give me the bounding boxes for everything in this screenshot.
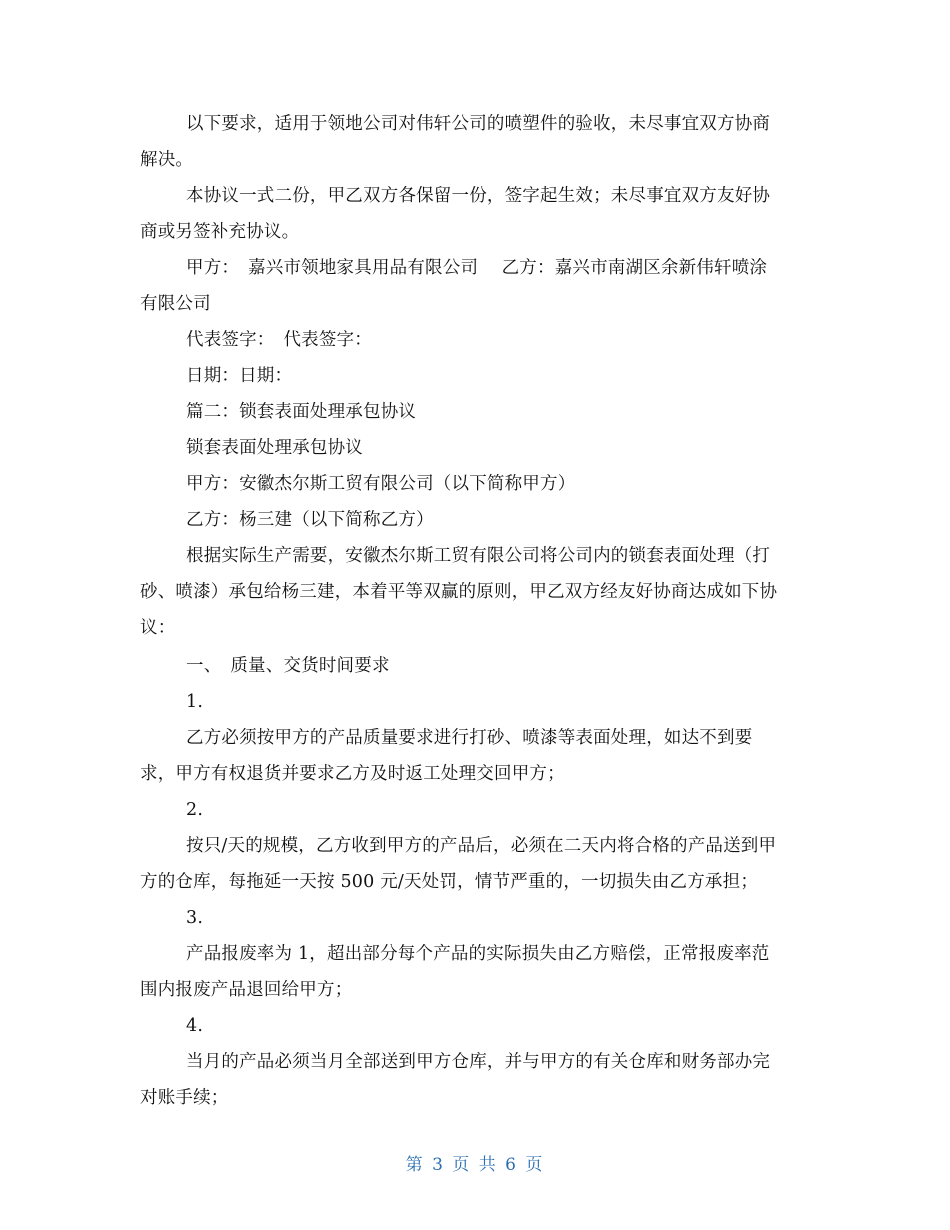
item-number: 2. xyxy=(186,800,204,820)
item-number: 3. xyxy=(186,908,204,928)
text-line: 乙方：杨三建（以下简称乙方） xyxy=(186,510,434,530)
text-line: 对账手续； xyxy=(140,1088,229,1108)
text-line: 代表签字： 代表签字： xyxy=(186,330,372,350)
section-heading: 一、 质量、交货时间要求 xyxy=(186,656,390,676)
text-line: 按只/天的规模，乙方收到甲方的产品后，必须在二天内将合格的产品送到甲 xyxy=(186,836,777,856)
text-line: 求，甲方有权退货并要求乙方及时返工处理交回甲方； xyxy=(140,764,565,784)
text-line: 本协议一式二份，甲乙双方各保留一份，签字起生效；未尽事宜双方友好协 xyxy=(186,186,771,206)
text-line: 围内报废产品退回给甲方； xyxy=(140,980,353,1000)
text-line: 日期：日期： xyxy=(186,366,293,386)
text-line: 砂、喷漆）承包给杨三建，本着平等双赢的原则，甲乙双方经友好协商达成如下协 xyxy=(140,582,778,602)
page-number: 第 3 页 共 6 页 xyxy=(405,1155,545,1175)
text-line: 根据实际生产需要，安徽杰尔斯工贸有限公司将公司内的锁套表面处理（打 xyxy=(186,546,771,566)
document-title: 锁套表面处理承包协议 xyxy=(186,438,363,458)
text-line: 方的仓库，每拖延一天按 500 元/天处罚，情节严重的，一切损失由乙方承担； xyxy=(140,872,759,892)
item-number: 1. xyxy=(186,692,204,712)
text-line: 乙方必须按甲方的产品质量要求进行打砂、喷漆等表面处理，如达不到要 xyxy=(186,728,753,748)
text-line: 以下要求，适用于领地公司对伟轩公司的喷塑件的验收，未尽事宜双方协商 xyxy=(186,114,771,134)
text-line: 甲方： 嘉兴市领地家具用品有限公司 乙方：嘉兴市南湖区余新伟轩喷涂 xyxy=(186,258,768,278)
text-line: 商或另签补充协议。 xyxy=(140,222,300,242)
section-heading: 篇二：锁套表面处理承包协议 xyxy=(186,402,417,422)
text-line: 有限公司 xyxy=(140,294,211,314)
text-line: 产品报废率为 1，超出部分每个产品的实际损失由乙方赔偿，正常报废率范 xyxy=(186,944,770,964)
text-line: 解决。 xyxy=(140,150,194,170)
text-line: 甲方：安徽杰尔斯工贸有限公司（以下简称甲方） xyxy=(186,474,576,494)
item-number: 4. xyxy=(186,1016,204,1036)
text-line: 议： xyxy=(140,618,176,638)
text-line: 当月的产品必须当月全部送到甲方仓库，并与甲方的有关仓库和财务部办完 xyxy=(186,1052,771,1072)
